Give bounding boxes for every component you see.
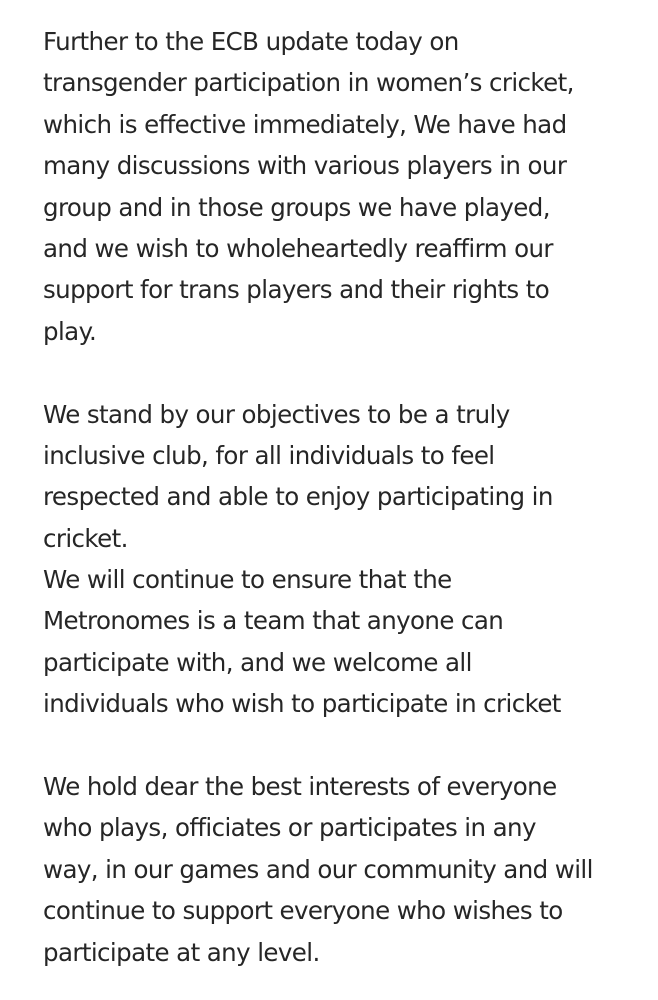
text-line: participate at any level.	[43, 937, 320, 967]
paragraph-1	[43, 21, 643, 352]
text-line: group and in those groups we have played,	[43, 192, 550, 222]
note-body	[43, 21, 643, 973]
text-line: participate with, and we welcome all	[43, 647, 472, 677]
paragraph-spacer	[43, 725, 643, 766]
text-line: who plays, officiates or participates in any	[43, 813, 536, 843]
text-line: way, in our games and our community and will	[43, 854, 593, 884]
text-line: which is effective immediately, We have had	[43, 109, 567, 139]
text-line: We stand by our objectives to be a truly	[43, 399, 510, 429]
text-line: individuals who wish to participate in cricket	[43, 689, 561, 719]
text-line: transgender participation in women’s cricket,	[43, 68, 574, 98]
text-line: support for trans players and their rights to	[43, 275, 550, 305]
text-line: respected and able to enjoy participating in	[43, 482, 553, 512]
paragraph-spacer	[43, 352, 643, 393]
text-line: continue to support everyone who wishes to	[43, 896, 563, 926]
text-line: inclusive club, for all individuals to feel	[43, 440, 495, 470]
text-line: many discussions with various players in our	[43, 151, 567, 181]
text-line: Further to the ECB update today on	[43, 27, 459, 56]
text-line: We hold dear the best interests of everyone	[43, 772, 557, 802]
paragraph-4	[43, 766, 643, 973]
text-line: Metronomes is a team that anyone can	[43, 606, 504, 636]
text-line: play.	[43, 316, 97, 346]
paragraph-3	[43, 559, 643, 725]
text-line: and we wish to wholeheartedly reaffirm our	[43, 233, 553, 263]
text-line: We will continue to ensure that the	[43, 565, 452, 595]
paragraph-2	[43, 394, 643, 560]
text-line: cricket.	[43, 523, 128, 553]
